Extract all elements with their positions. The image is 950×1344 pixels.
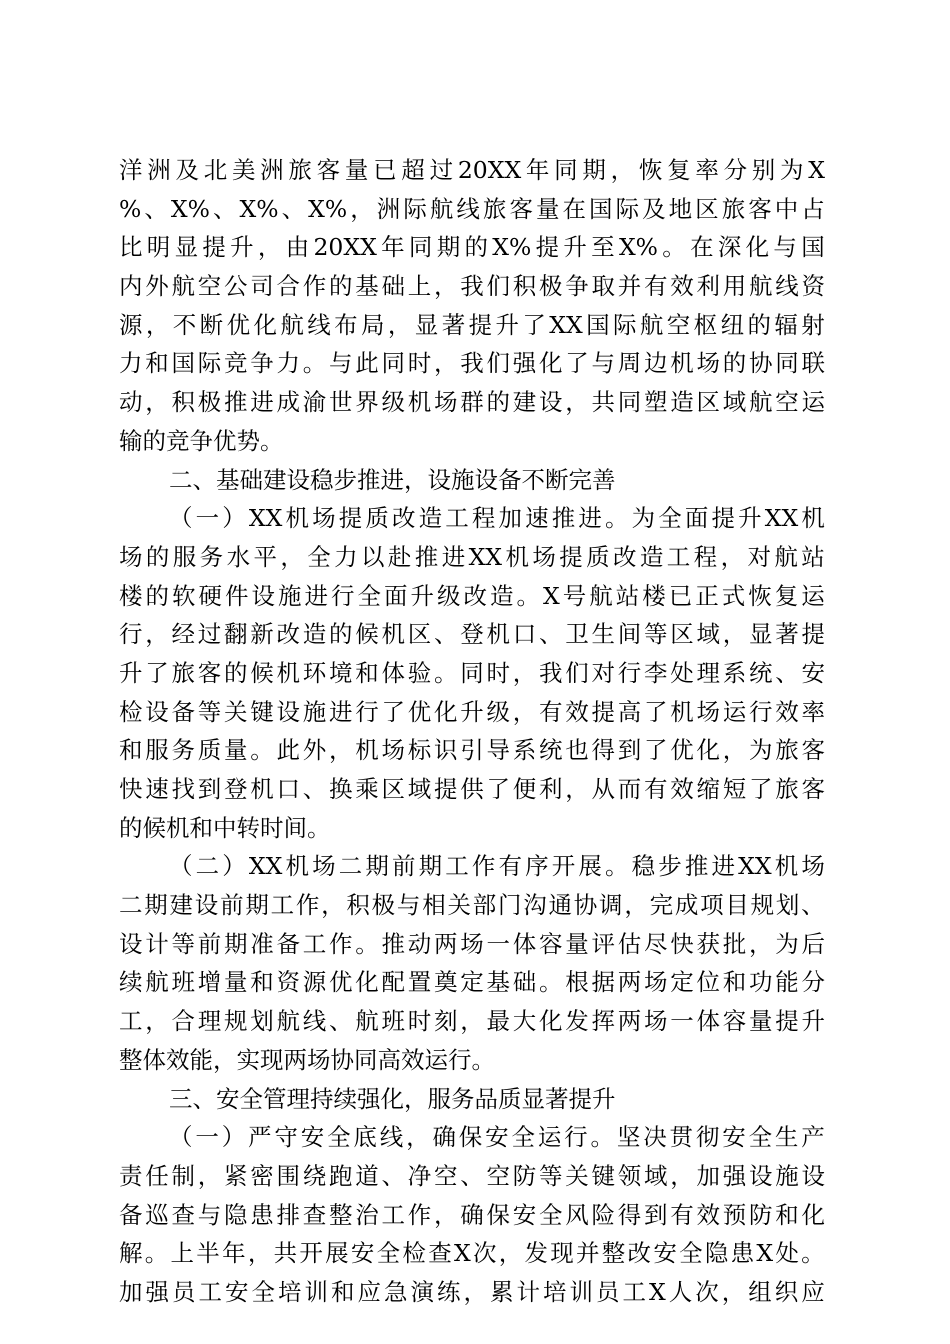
section-heading: 二、基础建设稳步推进，设施设备不断完善 (169, 465, 616, 494)
text-line: 行 ， 经 过 翻 新 改 造 的 候 机 区 、 登 机 口 、 卫 生 间 等 区 域 ， 显 著 提 (119, 620, 825, 649)
text-line: 输的竞争优势。 (119, 426, 284, 455)
text-line: 加 强 员 工 安 全 培 训 和 应 急 演 练 ， 累 计 培 训 员 工 X 人 次 ， 组 织 应 (119, 1277, 825, 1306)
text-line: 检 设 备 等 关 键 设 施 进 行 了 优 化 升 级 ， 有 效 提 高 了 机 场 运 行 效 率 (119, 697, 825, 726)
text-line: 和 服 务 质 量 。 此 外 ， 机 场 标 识 引 导 系 统 也 得 到 了 优 化 ， 为 旅 客 (119, 736, 825, 765)
text-line: 设 计 等 前 期 准 备 工 作 。 推 动 两 场 一 体 容 量 评 估 尽 快 获 批 ， 为 后 (119, 929, 825, 958)
text-line: （ 一 ） 严 守 安 全 底 线 ， 确 保 安 全 运 行 。 坚 决 贯 彻 安 全 生 产 (169, 1123, 825, 1152)
text-line: 整体效能，实现两场协同高效运行。 (119, 1045, 495, 1074)
text-line: 源 ， 不 断 优 化 航 线 布 局 ， 显 著 提 升 了 XX 国 际 航 空 枢 纽 的 辐 射 (119, 310, 825, 339)
text-line: 动 ， 积 极 推 进 成 渝 世 界 级 机 场 群 的 建 设 ， 共 同 塑 造 区 域 航 空 运 (119, 388, 825, 417)
text-line: 工 ， 合 理 规 划 航 线 、 航 班 时 刻 ， 最 大 化 发 挥 两 场 一 体 容 量 提 升 (119, 1007, 825, 1036)
text-line: 楼 的 软 硬 件 设 施 进 行 全 面 升 级 改 造 。 X 号 航 站 楼 已 正 式 恢 复 运 (119, 581, 825, 610)
text-line: （ 二 ） XX 机 场 二 期 前 期 工 作 有 序 开 展 。 稳 步 推 进 XX 机 场 (169, 852, 825, 881)
text-line: 升 了 旅 客 的 候 机 环 境 和 体 验 。 同 时 ， 我 们 对 行 李 处 理 系 统 、 安 (119, 658, 825, 687)
text-line: 比 明 显 提 升 ， 由 20XX 年 同 期 的 X% 提 升 至 X% 。 在 深 化 与 国 (119, 233, 825, 262)
text-line: 的候机和中转时间。 (119, 813, 331, 842)
text-line: （ 一 ） XX 机 场 提 质 改 造 工 程 加 速 推 进 。 为 全 面 提 升 XX 机 (169, 504, 825, 533)
document-body (119, 151, 825, 1312)
text-line: 洋 洲 及 北 美 洲 旅 客 量 已 超 过 20XX 年 同 期 ， 恢 复 率 分 别 为 X (119, 156, 825, 184)
text-line: 场 的 服 务 水 平 ， 全 力 以 赴 推 进 XX 机 场 提 质 改 造 工 程 ， 对 航 站 (119, 542, 825, 571)
text-line: 备 巡 查 与 隐 患 排 查 整 治 工 作 ， 确 保 安 全 风 险 得 到 有 效 预 防 和 化 (119, 1200, 825, 1229)
text-line: % 、 X% 、 X% 、 X% ， 洲 际 航 线 旅 客 量 在 国 际 及 地 区 旅 客 中 占 (119, 194, 825, 223)
text-line: 力 和 国 际 竞 争 力 。 与 此 同 时 ， 我 们 强 化 了 与 周 边 机 场 的 协 同 联 (119, 349, 825, 378)
text-line: 快 速 找 到 登 机 口 、 换 乘 区 域 提 供 了 便 利 ， 从 而 有 效 缩 短 了 旅 客 (119, 775, 825, 803)
text-line: 解 。 上 半 年 ， 共 开 展 安 全 检 查 X 次 ， 发 现 并 整 改 安 全 隐 患 X 处 。 (119, 1239, 825, 1268)
text-line: 内 外 航 空 公 司 合 作 的 基 础 上 ， 我 们 积 极 争 取 并 有 效 利 用 航 线 资 (119, 272, 825, 301)
section-heading: 三、安全管理持续强化，服务品质显著提升 (169, 1084, 616, 1113)
text-line: 续 航 班 增 量 和 资 源 优 化 配 置 奠 定 基 础 。 根 据 两 场 定 位 和 功 能 分 (119, 968, 825, 997)
text-line: 责 任 制 ， 紧 密 围 绕 跑 道 、 净 空 、 空 防 等 关 键 领 域 ， 加 强 设 施 设 (119, 1161, 825, 1190)
text-line: 二 期 建 设 前 期 工 作 ， 积 极 与 相 关 部 门 沟 通 协 调 ， 完 成 项 目 规 划 、 (119, 891, 825, 920)
